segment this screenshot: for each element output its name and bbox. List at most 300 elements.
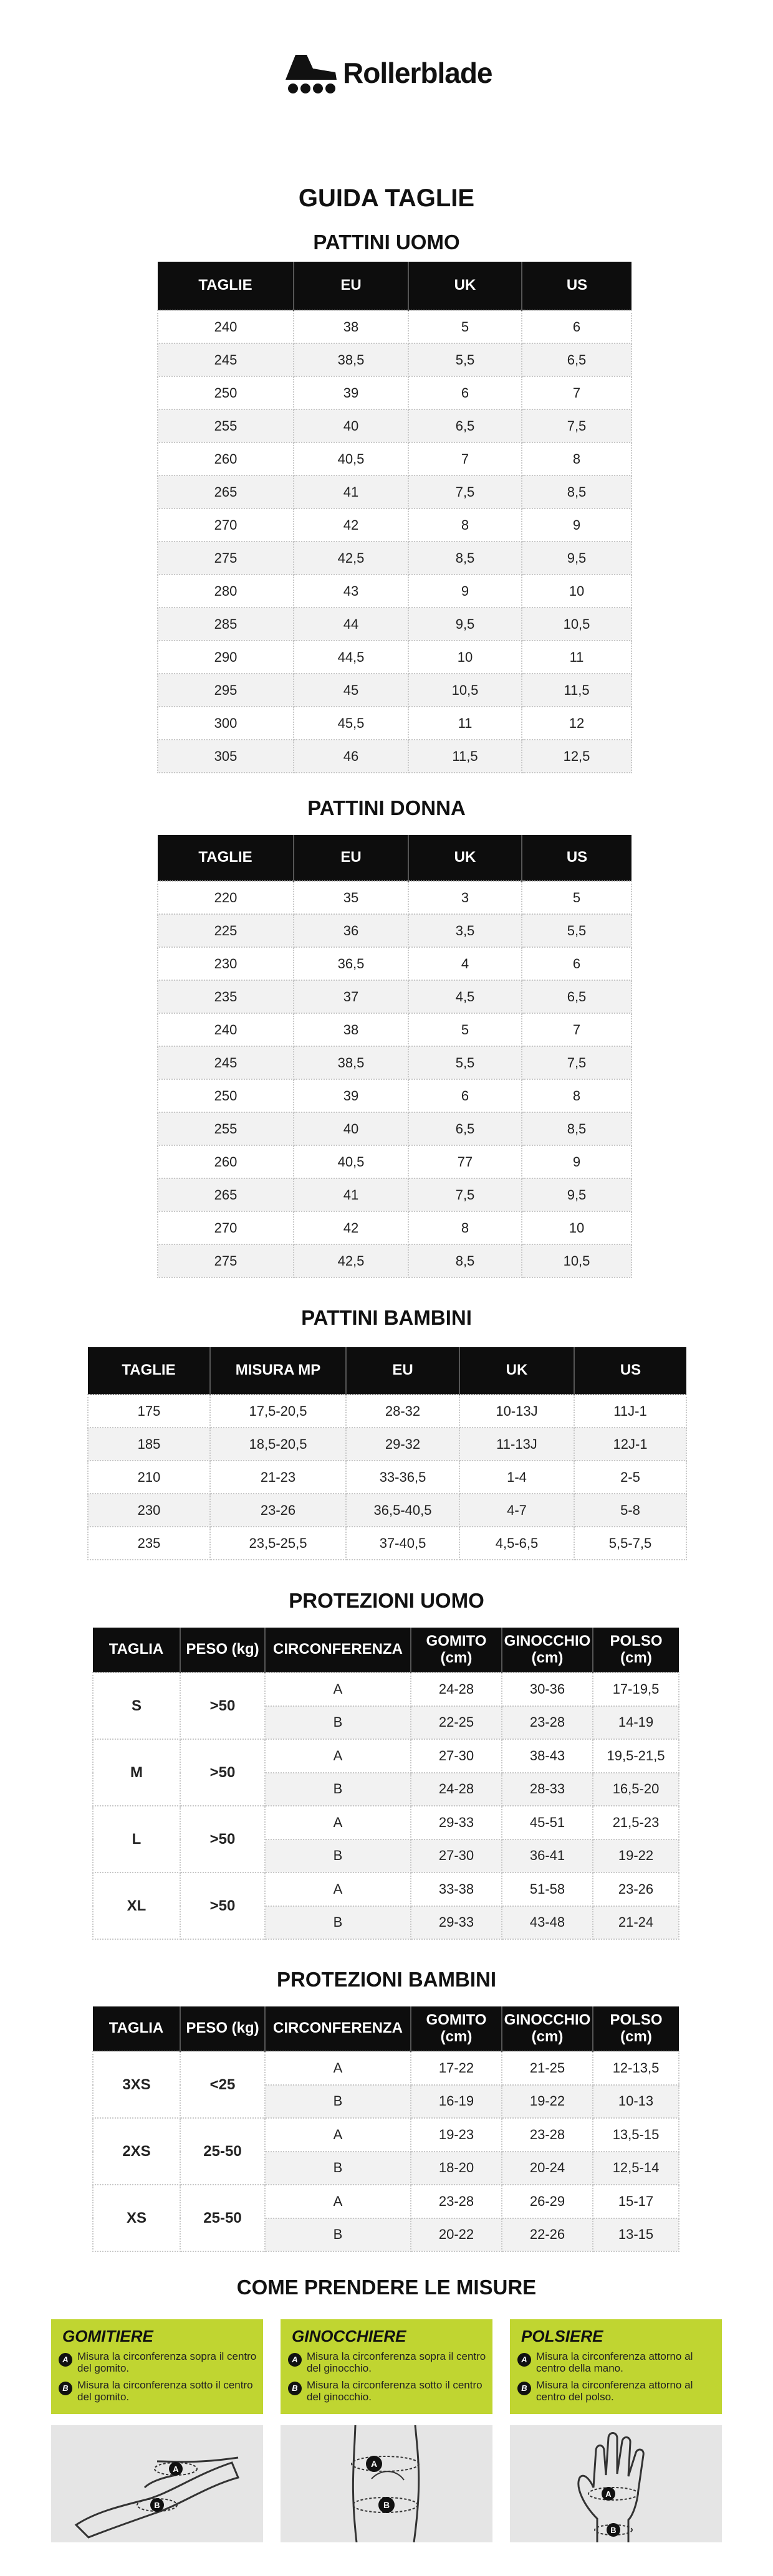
section-title-pattini-uomo: PATTINI UOMO (313, 231, 460, 254)
table-cell: 6 (408, 376, 522, 409)
pattini-bambini-table (87, 1347, 687, 1560)
table-row (158, 1079, 631, 1112)
table-row (158, 1211, 631, 1244)
table-cell: 295 (158, 674, 294, 707)
size-cell: XL (93, 1872, 180, 1939)
table-cell: 8 (408, 1211, 522, 1244)
table-cell: 3 (408, 881, 522, 914)
table-cell: 23-26 (210, 1494, 346, 1527)
table-row (158, 343, 631, 376)
section-title-pattini-donna: PATTINI DONNA (307, 796, 466, 819)
column-header: US (522, 262, 631, 310)
table-cell: 23-26 (593, 1872, 679, 1906)
table-cell: 41 (294, 475, 408, 508)
table-row (93, 1672, 679, 1706)
table-cell: 7,5 (408, 475, 522, 508)
table-cell: 5-8 (574, 1494, 686, 1527)
table-cell: 45-51 (502, 1806, 593, 1839)
table-cell: 6 (522, 310, 631, 343)
table-row (158, 475, 631, 508)
size-cell: L (93, 1806, 180, 1872)
table-cell: 9 (522, 508, 631, 541)
column-header: UK (408, 262, 522, 310)
table-cell: 245 (158, 343, 294, 376)
table-row (158, 674, 631, 707)
table-cell: 12-13,5 (593, 2051, 679, 2085)
measure-card-polsiere (510, 2319, 722, 2542)
table-cell: 38,5 (294, 1046, 408, 1079)
table-cell: 42 (294, 508, 408, 541)
table-cell: 12,5-14 (593, 2152, 679, 2185)
table-cell: 300 (158, 707, 294, 740)
column-header: US (574, 1347, 686, 1395)
column-header: PESO (kg) (180, 1628, 265, 1672)
size-cell: 2XS (93, 2118, 180, 2185)
table-cell: 270 (158, 508, 294, 541)
weight-cell: >50 (180, 1806, 265, 1872)
table-cell: 3,5 (408, 914, 522, 947)
table-cell: 255 (158, 409, 294, 442)
table-cell: 6 (522, 947, 631, 980)
rollerblade-skate-icon (282, 51, 339, 96)
table-cell: 1-4 (459, 1461, 574, 1494)
weight-cell: >50 (180, 1872, 265, 1939)
table-cell: 5,5-7,5 (574, 1527, 686, 1560)
table-cell: 33-38 (411, 1872, 502, 1906)
column-header: GOMITO (cm) (411, 2006, 502, 2051)
table-cell: A (265, 2051, 411, 2085)
table-cell: 22-25 (411, 1706, 502, 1740)
table-cell: B (265, 1773, 411, 1806)
table-cell: 5 (408, 310, 522, 343)
table-cell: 9 (408, 575, 522, 608)
table-cell: 43 (294, 575, 408, 608)
column-header: CIRCONFERENZA (265, 2006, 411, 2051)
table-cell: 21-25 (502, 2051, 593, 2085)
table-row (158, 881, 631, 914)
svg-text:B: B (154, 2501, 160, 2510)
table-cell: 250 (158, 1079, 294, 1112)
table-cell: 19,5-21,5 (593, 1739, 679, 1773)
table-cell: 280 (158, 575, 294, 608)
table-cell: 230 (88, 1494, 210, 1527)
measure-card-gomitiere (51, 2319, 263, 2542)
table-cell: 4,5 (408, 980, 522, 1013)
table-cell: 16-19 (411, 2085, 502, 2119)
table-row (158, 1178, 631, 1211)
table-cell: 17,5-20,5 (210, 1395, 346, 1428)
size-cell: S (93, 1672, 180, 1739)
table-cell: 36,5-40,5 (346, 1494, 459, 1527)
table-cell: 9,5 (522, 541, 631, 575)
svg-text:A: A (605, 2489, 612, 2499)
table-cell: 8,5 (408, 541, 522, 575)
table-cell: 38 (294, 310, 408, 343)
table-row (158, 1112, 631, 1145)
table-cell: 37-40,5 (346, 1527, 459, 1560)
column-header: TAGLIA (93, 1628, 180, 1672)
badge-a: A (59, 2353, 72, 2367)
column-header: GOMITO (cm) (411, 1628, 502, 1672)
column-header: POLSO (cm) (593, 2006, 679, 2051)
column-header: UK (408, 835, 522, 881)
table-cell: 235 (88, 1527, 210, 1560)
table-cell: 4 (408, 947, 522, 980)
size-cell: 3XS (93, 2051, 180, 2118)
table-cell: 27-30 (411, 1739, 502, 1773)
column-header: TAGLIE (88, 1347, 210, 1395)
section-title-pattini-bambini: PATTINI BAMBINI (301, 1306, 472, 1329)
protezioni-uomo-table (92, 1628, 679, 1940)
table-cell: 290 (158, 641, 294, 674)
table-row (158, 1013, 631, 1046)
table-row (88, 1395, 686, 1428)
table-cell: 11,5 (408, 740, 522, 773)
column-header: MISURA MP (210, 1347, 346, 1395)
table-cell: 5 (408, 1013, 522, 1046)
column-header: CIRCONFERENZA (265, 1628, 411, 1672)
table-cell: B (265, 2152, 411, 2185)
elbow-illustration (51, 2425, 263, 2542)
table-cell: B (265, 1839, 411, 1873)
knee-icon (281, 2425, 492, 2542)
table-cell: 24-28 (411, 1773, 502, 1806)
table-cell: 20-24 (502, 2152, 593, 2185)
table-cell: 265 (158, 1178, 294, 1211)
table-cell: 15-17 (593, 2185, 679, 2218)
table-cell: 39 (294, 376, 408, 409)
table-cell: 220 (158, 881, 294, 914)
table-cell: 12,5 (522, 740, 631, 773)
table-cell: 10-13J (459, 1395, 574, 1428)
table-cell: 225 (158, 914, 294, 947)
table-cell: A (265, 1806, 411, 1839)
table-cell: 42 (294, 1211, 408, 1244)
table-cell: A (265, 2118, 411, 2152)
table-cell: 7 (522, 1013, 631, 1046)
table-cell: 240 (158, 310, 294, 343)
table-cell: 8 (522, 442, 631, 475)
table-cell: 19-22 (502, 2085, 593, 2119)
weight-cell: 25-50 (180, 2118, 265, 2185)
column-header: TAGLIA (93, 2006, 180, 2051)
table-cell: 17-22 (411, 2051, 502, 2085)
column-header: TAGLIE (158, 262, 294, 310)
table-row (158, 575, 631, 608)
table-cell: 18,5-20,5 (210, 1428, 346, 1461)
table-cell: 33-36,5 (346, 1461, 459, 1494)
size-cell: M (93, 1739, 180, 1806)
table-cell: 7,5 (522, 409, 631, 442)
table-cell: B (265, 2085, 411, 2119)
table-cell: 28-32 (346, 1395, 459, 1428)
table-cell: 21-24 (593, 1906, 679, 1940)
table-cell: 5,5 (408, 1046, 522, 1079)
table-cell: 260 (158, 442, 294, 475)
table-cell: 9 (522, 1145, 631, 1178)
table-cell: 39 (294, 1079, 408, 1112)
table-cell: 27-30 (411, 1839, 502, 1873)
table-row (158, 980, 631, 1013)
table-cell: 305 (158, 740, 294, 773)
column-header: PESO (kg) (180, 2006, 265, 2051)
table-cell: 40 (294, 409, 408, 442)
table-cell: A (265, 2185, 411, 2218)
table-row (93, 2051, 679, 2085)
table-cell: 28-33 (502, 1773, 593, 1806)
table-cell: 10,5 (522, 1244, 631, 1277)
table-cell: 10-13 (593, 2085, 679, 2119)
table-cell: 6,5 (522, 980, 631, 1013)
table-cell: 6 (408, 1079, 522, 1112)
table-row (158, 310, 631, 343)
table-cell: 22-26 (502, 2218, 593, 2252)
table-cell: 8,5 (408, 1244, 522, 1277)
table-cell: 10 (408, 641, 522, 674)
table-cell: 45,5 (294, 707, 408, 740)
table-row (158, 707, 631, 740)
hand-icon (510, 2425, 722, 2542)
table-cell: 270 (158, 1211, 294, 1244)
table-cell: 40,5 (294, 442, 408, 475)
table-row (158, 1145, 631, 1178)
badge-b: B (59, 2382, 72, 2395)
column-header: GINOCCHIO (cm) (502, 1628, 593, 1672)
column-header: POLSO (cm) (593, 1628, 679, 1672)
table-cell: 275 (158, 1244, 294, 1277)
table-cell: 30-36 (502, 1672, 593, 1706)
knee-illustration (281, 2425, 492, 2542)
table-cell: A (265, 1739, 411, 1773)
table-cell: 11-13J (459, 1428, 574, 1461)
table-cell: 175 (88, 1395, 210, 1428)
table-cell: B (265, 1906, 411, 1940)
table-row (158, 508, 631, 541)
table-cell: 11,5 (522, 674, 631, 707)
table-cell: 250 (158, 376, 294, 409)
table-cell: 11 (408, 707, 522, 740)
table-row (158, 641, 631, 674)
table-row (158, 1244, 631, 1277)
badge-b: B (288, 2382, 302, 2395)
table-cell: 18-20 (411, 2152, 502, 2185)
svg-text:B: B (610, 2526, 617, 2535)
table-cell: 41 (294, 1178, 408, 1211)
table-cell: B (265, 2218, 411, 2252)
table-cell: 36-41 (502, 1839, 593, 1873)
table-cell: 8 (522, 1079, 631, 1112)
table-row (88, 1527, 686, 1560)
table-cell: 10 (522, 575, 631, 608)
table-cell: 9,5 (408, 608, 522, 641)
table-cell: 19-22 (593, 1839, 679, 1873)
brand-logo (0, 45, 773, 101)
size-cell: XS (93, 2185, 180, 2251)
column-header: US (522, 835, 631, 881)
column-header: GINOCCHIO (cm) (502, 2006, 593, 2051)
svg-text:A: A (173, 2464, 179, 2474)
protezioni-bambini-table (92, 2006, 679, 2252)
table-cell: 8,5 (522, 475, 631, 508)
table-cell: 29-33 (411, 1906, 502, 1940)
table-cell: 44,5 (294, 641, 408, 674)
table-cell: 5 (522, 881, 631, 914)
table-row (158, 608, 631, 641)
pattini-donna-table (157, 835, 632, 1278)
column-header: EU (346, 1347, 459, 1395)
badge-b: B (517, 2382, 531, 2395)
table-cell: 51-58 (502, 1872, 593, 1906)
table-cell: 4-7 (459, 1494, 574, 1527)
table-row (158, 541, 631, 575)
table-cell: 6,5 (408, 1112, 522, 1145)
table-cell: 240 (158, 1013, 294, 1046)
table-cell: 9,5 (522, 1178, 631, 1211)
pattini-uomo-table (157, 262, 632, 773)
table-cell: 43-48 (502, 1906, 593, 1940)
measure-card-title: POLSIERE (521, 2327, 603, 2345)
table-cell: 7,5 (522, 1046, 631, 1079)
table-cell: 45 (294, 674, 408, 707)
table-cell: 265 (158, 475, 294, 508)
table-row (158, 409, 631, 442)
table-cell: 29-32 (346, 1428, 459, 1461)
table-cell: 10 (522, 1211, 631, 1244)
table-cell: 13-15 (593, 2218, 679, 2252)
measure-card-header: GINOCCHIERE A Misura la circonferenza sopra il centro del ginocchio. B Misura la circonferenza sotto il centro del ginocchio. (281, 2319, 492, 2414)
table-cell: 37 (294, 980, 408, 1013)
table-cell: 42,5 (294, 541, 408, 575)
table-cell: 23-28 (502, 2118, 593, 2152)
table-row (93, 1806, 679, 1839)
column-header: TAGLIE (158, 835, 294, 881)
table-cell: 26-29 (502, 2185, 593, 2218)
weight-cell: >50 (180, 1739, 265, 1806)
table-cell: 38,5 (294, 343, 408, 376)
table-cell: 23-28 (502, 1706, 593, 1740)
table-cell: 6,5 (522, 343, 631, 376)
measure-card-header: GOMITIERE A Misura la circonferenza sopra il centro del gomito. B Misura la circonferenza sotto il centro del gomito. (51, 2319, 263, 2414)
svg-text:B: B (383, 2500, 390, 2510)
table-cell: 38 (294, 1013, 408, 1046)
table-cell: 11J-1 (574, 1395, 686, 1428)
table-cell: 255 (158, 1112, 294, 1145)
table-cell: 42,5 (294, 1244, 408, 1277)
table-row (93, 2185, 679, 2218)
measure-card-header: POLSIERE A Misura la circonferenza attorno al centro della mano. B Misura la circonferenza attorno al centro del polso. (510, 2319, 722, 2414)
table-row (158, 376, 631, 409)
table-cell: 19-23 (411, 2118, 502, 2152)
table-cell: 21,5-23 (593, 1806, 679, 1839)
table-row (88, 1461, 686, 1494)
table-cell: 21-23 (210, 1461, 346, 1494)
measure-card-title: GINOCCHIERE (292, 2327, 406, 2345)
weight-cell: >50 (180, 1672, 265, 1739)
table-cell: 4,5-6,5 (459, 1527, 574, 1560)
table-cell: 260 (158, 1145, 294, 1178)
table-cell: 275 (158, 541, 294, 575)
weight-cell: <25 (180, 2051, 265, 2118)
table-cell: 10,5 (522, 608, 631, 641)
table-cell: 2-5 (574, 1461, 686, 1494)
table-row (93, 1739, 679, 1773)
table-cell: 46 (294, 740, 408, 773)
table-cell: 5,5 (408, 343, 522, 376)
table-cell: 8 (408, 508, 522, 541)
table-cell: 36 (294, 914, 408, 947)
table-cell: 77 (408, 1145, 522, 1178)
table-cell: 7 (408, 442, 522, 475)
table-row (158, 947, 631, 980)
table-cell: 5,5 (522, 914, 631, 947)
table-cell: 6,5 (408, 409, 522, 442)
table-cell: A (265, 1672, 411, 1706)
table-cell: B (265, 1706, 411, 1740)
table-cell: 8,5 (522, 1112, 631, 1145)
table-row (158, 1046, 631, 1079)
table-cell: 40 (294, 1112, 408, 1145)
elbow-icon (51, 2425, 263, 2542)
table-cell: 7 (522, 376, 631, 409)
column-header: EU (294, 262, 408, 310)
badge-a: A (517, 2353, 531, 2367)
table-cell: 14-19 (593, 1706, 679, 1740)
badge-a: A (288, 2353, 302, 2367)
brand-name: Rollerblade (343, 57, 492, 89)
column-header: UK (459, 1347, 574, 1395)
table-row (93, 1872, 679, 1906)
table-cell: 40,5 (294, 1145, 408, 1178)
table-row (158, 914, 631, 947)
table-cell: 230 (158, 947, 294, 980)
table-cell: 210 (88, 1461, 210, 1494)
table-cell: 44 (294, 608, 408, 641)
hand-illustration (510, 2425, 722, 2542)
table-cell: 185 (88, 1428, 210, 1461)
table-row (93, 2118, 679, 2152)
table-cell: 7,5 (408, 1178, 522, 1211)
table-cell: 29-33 (411, 1806, 502, 1839)
table-cell: 23,5-25,5 (210, 1527, 346, 1560)
svg-text:A: A (370, 2459, 378, 2469)
table-cell: 12J-1 (574, 1428, 686, 1461)
weight-cell: 25-50 (180, 2185, 265, 2251)
table-cell: 17-19,5 (593, 1672, 679, 1706)
section-title-protezioni-bambini: PROTEZIONI BAMBINI (277, 1968, 496, 1991)
table-row (158, 442, 631, 475)
table-row (158, 740, 631, 773)
table-cell: 24-28 (411, 1672, 502, 1706)
table-row (88, 1428, 686, 1461)
page-title: GUIDA TAGLIE (298, 184, 475, 212)
measure-card-title: GOMITIERE (62, 2327, 153, 2345)
table-cell: 20-22 (411, 2218, 502, 2252)
measure-card-ginocchiere (281, 2319, 492, 2542)
table-cell: 245 (158, 1046, 294, 1079)
table-row (88, 1494, 686, 1527)
section-title-protezioni-uomo: PROTEZIONI UOMO (289, 1589, 484, 1612)
table-cell: 11 (522, 641, 631, 674)
section-title-misure: COME PRENDERE LE MISURE (236, 2276, 537, 2299)
table-cell: 12 (522, 707, 631, 740)
table-cell: A (265, 1872, 411, 1906)
table-cell: 36,5 (294, 947, 408, 980)
table-cell: 38-43 (502, 1739, 593, 1773)
table-cell: 16,5-20 (593, 1773, 679, 1806)
table-cell: 235 (158, 980, 294, 1013)
column-header: EU (294, 835, 408, 881)
table-cell: 35 (294, 881, 408, 914)
